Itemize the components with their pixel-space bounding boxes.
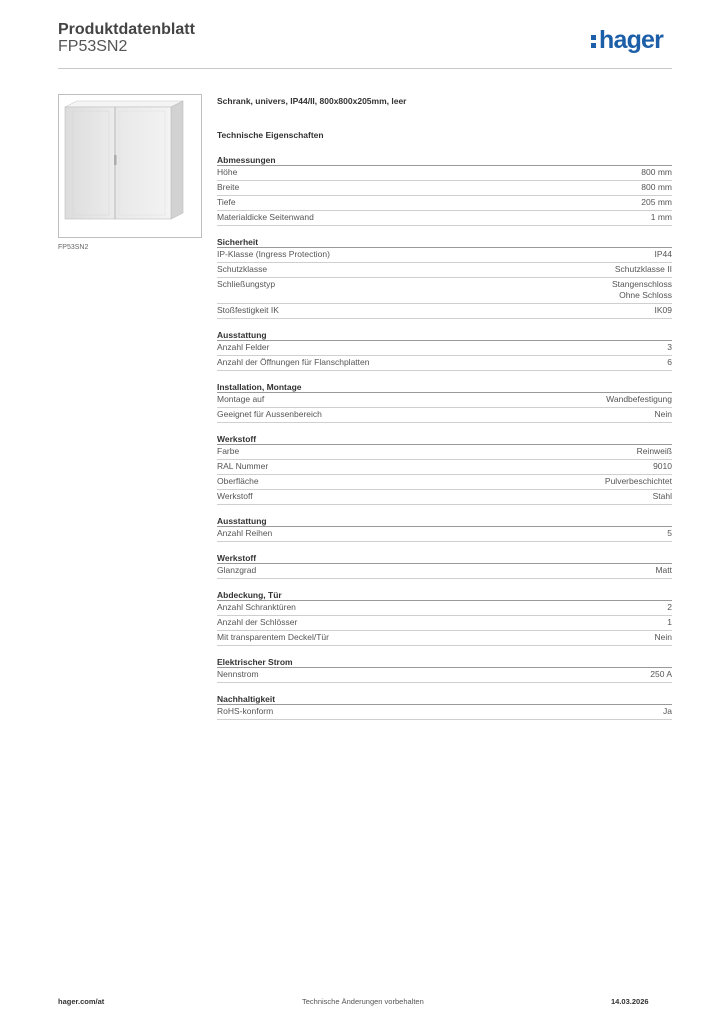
section-title: Sicherheit [217,236,672,248]
spec-label: Breite [217,182,240,192]
hager-logo [591,28,663,53]
spec-label: Materialdicke Seitenwand [217,212,314,222]
spec-label: Stoßfestigkeit IK [217,305,279,315]
spec-label: Anzahl der Öffnungen für Flanschplatten [217,357,370,367]
product-image-frame [58,94,202,238]
spec-row [217,263,672,278]
spec-section [217,552,672,579]
spec-row [217,166,672,181]
spec-value-line: 3 [667,342,672,352]
spec-row [217,631,672,646]
spec-value-line: 800 mm [641,167,672,177]
section-title: Nachhaltigkeit [217,693,672,705]
spec-value [667,357,672,368]
spec-label: Werkstoff [217,491,253,501]
spec-row [217,475,672,490]
spec-row [217,248,672,263]
spec-value [641,197,672,208]
spec-row [217,341,672,356]
logo-colon-mark [591,31,597,51]
spec-label: Tiefe [217,197,236,207]
spec-value-line: IK09 [654,305,672,315]
spec-value [612,279,672,301]
spec-value [655,305,673,316]
spec-label: Schutzklasse [217,264,268,274]
spec-value-line: 800 mm [641,182,672,192]
product-description: Schrank, univers, IP44/II, 800x800x205mm, leer [217,96,407,106]
spec-label: Montage auf [217,394,265,404]
spec-content [217,96,672,720]
spec-value-line: IP44 [654,249,672,259]
spec-value [650,669,672,680]
spec-value [651,212,672,223]
spec-row [217,196,672,211]
spec-value [655,632,672,643]
product-code: FP53SN2 [58,38,128,55]
spec-label: Farbe [217,446,240,456]
section-title: Werkstoff [217,433,672,445]
spec-row [217,304,672,319]
spec-value [605,476,672,487]
spec-value-line: 1 mm [650,212,672,222]
spec-value-line: 205 mm [641,197,672,207]
section-title: Ausstattung [217,329,672,341]
image-caption: FP53SN2 [58,244,89,251]
spec-label: Anzahl Felder [217,342,270,352]
footer-website: hager.com/at [58,997,105,1006]
spec-value-line: Stahl [652,491,672,501]
spec-value [667,528,672,539]
spec-row [217,616,672,631]
spec-value-line: Nein [654,409,672,419]
spec-value [637,446,672,457]
spec-section [217,693,672,720]
spec-row [217,408,672,423]
spec-label: Geeignet für Aussenbereich [217,409,322,419]
spec-row [217,393,672,408]
spec-value-line: 2 [667,602,672,612]
spec-value [641,182,672,193]
spec-label: Schließungstyp [217,279,276,289]
spec-label: Anzahl der Schlösser [217,617,298,627]
spec-row [217,278,672,304]
spec-row [217,601,672,616]
section-title: Elektrischer Strom [217,656,672,668]
spec-value [667,617,672,628]
footer-notice: Technische Änderungen vorbehalten [302,997,424,1006]
spec-value [655,249,673,260]
spec-row [217,527,672,542]
spec-row [217,356,672,371]
spec-row [217,668,672,683]
spec-row [217,705,672,720]
header-divider [58,68,672,69]
spec-value-line: 6 [667,357,672,367]
spec-value [606,394,672,405]
spec-section [217,236,672,319]
spec-label: Glanzgrad [217,565,257,575]
spec-value [667,342,672,353]
spec-value-line: Stangenschloss [611,279,672,289]
spec-section [217,589,672,646]
section-title: Abdeckung, Tür [217,589,672,601]
header-title: Produktdatenblatt [58,21,195,38]
spec-label: IP-Klasse (Ingress Protection) [217,249,330,259]
spec-row [217,564,672,579]
spec-value-line: Ja [663,706,672,716]
spec-value-line: Schutzklasse II [614,264,672,274]
spec-row [217,460,672,475]
section-title: Ausstattung [217,515,672,527]
spec-value [663,706,672,717]
spec-label: Oberfläche [217,476,259,486]
spec-value-line: Reinweiß [636,446,672,456]
spec-value-line: 250 A [650,669,672,679]
spec-label: Höhe [217,167,238,177]
spec-label: Mit transparentem Deckel/Tür [217,632,329,642]
spec-value-line: Nein [654,632,672,642]
spec-label: RAL Nummer [217,461,269,471]
spec-label: Nennstrom [217,669,259,679]
spec-value [653,491,672,502]
spec-row [217,181,672,196]
spec-section [217,329,672,371]
spec-label: Anzahl Reihen [217,528,273,538]
spec-value-line: 1 [667,617,672,627]
spec-section [217,381,672,423]
spec-value [653,461,672,472]
spec-value-line: Pulverbeschichtet [604,476,672,486]
spec-value-line: 9010 [653,461,672,471]
spec-sections [217,154,672,720]
section-title: Abmessungen [217,154,672,166]
logo-text: hager [599,26,664,54]
spec-section [217,656,672,683]
spec-value [655,565,672,576]
spec-value [615,264,672,275]
spec-value-line: Matt [655,565,672,575]
spec-value [667,602,672,613]
spec-value-line: 5 [667,528,672,538]
spec-section [217,154,672,226]
spec-value-line: Ohne Schloss [619,290,672,300]
section-title: Werkstoff [217,552,672,564]
technical-properties-heading: Technische Eigenschaften [217,130,324,140]
section-title: Installation, Montage [217,381,672,393]
spec-row [217,490,672,505]
spec-row [217,445,672,460]
spec-row [217,211,672,226]
spec-label: RoHS-konform [217,706,274,716]
spec-section [217,515,672,542]
spec-section [217,433,672,505]
spec-label: Anzahl Schranktüren [217,602,296,612]
spec-value [641,167,672,178]
spec-value-line: Wandbefestigung [606,394,672,404]
cabinet-image [59,95,201,237]
spec-value [655,409,672,420]
footer-date: 14.03.2026 [611,997,649,1006]
